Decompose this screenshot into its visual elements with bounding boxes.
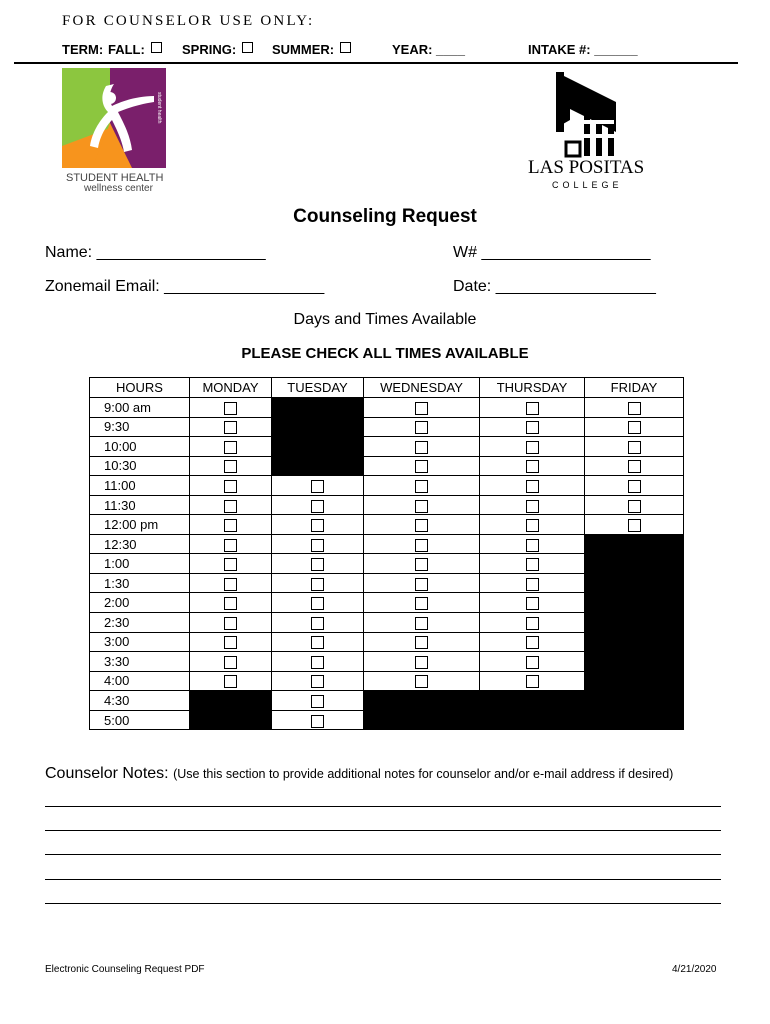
slot-cell — [364, 437, 480, 457]
hour-label: 9:00 am — [90, 398, 190, 418]
hour-label: 5:00 — [90, 710, 190, 730]
check-all-instruction: PLEASE CHECK ALL TIMES AVAILABLE — [241, 345, 529, 362]
schedule-row — [90, 613, 684, 633]
slot-cell — [480, 456, 585, 476]
slot-cell — [272, 710, 364, 730]
monday-slot-checkbox[interactable] — [224, 636, 237, 649]
wednesday-slot-checkbox[interactable] — [415, 480, 428, 493]
slot-cell — [480, 632, 585, 652]
slot-cell — [272, 593, 364, 613]
slot-cell — [190, 671, 272, 691]
friday-slot-checkbox[interactable] — [628, 402, 641, 415]
schedule-row — [90, 456, 684, 476]
monday-slot-checkbox[interactable] — [224, 539, 237, 552]
tuesday-slot-checkbox[interactable] — [311, 715, 324, 728]
schedule-row — [90, 593, 684, 613]
tuesday-slot-checkbox[interactable] — [311, 617, 324, 630]
summer-option — [272, 42, 334, 57]
monday-slot-checkbox[interactable] — [224, 597, 237, 610]
zonemail-field[interactable]: Zonemail Email: __________________ — [45, 278, 325, 295]
hour-label: 1:00 — [90, 554, 190, 574]
tuesday-slot-checkbox[interactable] — [311, 675, 324, 688]
schedule-row — [90, 417, 684, 437]
unavailable-cell — [585, 632, 684, 652]
las-positas-logo-graphic — [526, 72, 646, 194]
thursday-slot-checkbox[interactable] — [526, 597, 539, 610]
friday-slot-checkbox[interactable] — [628, 480, 641, 493]
fall-checkbox[interactable] — [151, 42, 162, 53]
slot-cell — [272, 632, 364, 652]
thursday-slot-checkbox[interactable] — [526, 500, 539, 513]
slot-cell — [480, 573, 585, 593]
notes-line[interactable] — [45, 903, 721, 904]
monday-slot-checkbox[interactable] — [224, 675, 237, 688]
schedule-row — [90, 671, 684, 691]
slot-cell — [190, 593, 272, 613]
unavailable-cell — [364, 691, 480, 711]
notes-line[interactable] — [45, 879, 721, 880]
slot-cell — [190, 515, 272, 535]
spring-option — [182, 42, 236, 57]
notes-line[interactable] — [45, 854, 721, 855]
wednesday-slot-checkbox[interactable] — [415, 675, 428, 688]
schedule-row — [90, 534, 684, 554]
w-number-field[interactable]: W# ___________________ — [453, 244, 651, 261]
slot-cell — [480, 593, 585, 613]
date-field[interactable]: Date: __________________ — [453, 278, 656, 295]
hour-label: 3:30 — [90, 652, 190, 672]
term-label: TERM: — [62, 42, 104, 57]
hour-label: 3:00 — [90, 632, 190, 652]
slot-cell — [480, 398, 585, 418]
wednesday-slot-checkbox[interactable] — [415, 617, 428, 630]
hour-label: 2:00 — [90, 593, 190, 613]
wednesday-slot-checkbox[interactable] — [415, 402, 428, 415]
unavailable-cell — [585, 534, 684, 554]
hour-label: 1:30 — [90, 573, 190, 593]
column-header: HOURS — [90, 378, 190, 398]
unavailable-cell — [190, 710, 272, 730]
hour-label: 2:30 — [90, 613, 190, 633]
header-rule — [14, 62, 738, 64]
unavailable-cell — [585, 613, 684, 633]
slot-cell — [272, 573, 364, 593]
friday-slot-checkbox[interactable] — [628, 500, 641, 513]
hour-label: 10:30 — [90, 456, 190, 476]
schedule-row — [90, 632, 684, 652]
days-times-heading: Days and Times Available — [293, 311, 477, 328]
monday-slot-checkbox[interactable] — [224, 519, 237, 532]
slot-cell — [364, 613, 480, 633]
student-health-line1: STUDENT HEALTH — [66, 172, 164, 184]
las-positas-name: LAS POSITAS — [528, 157, 645, 178]
monday-slot-checkbox[interactable] — [224, 578, 237, 591]
tuesday-slot-checkbox[interactable] — [311, 480, 324, 493]
thursday-slot-checkbox[interactable] — [526, 656, 539, 669]
wednesday-slot-checkbox[interactable] — [415, 558, 428, 571]
slot-cell — [272, 534, 364, 554]
tuesday-slot-checkbox[interactable] — [311, 500, 324, 513]
schedule-row — [90, 573, 684, 593]
las-positas-college: COLLEGE — [552, 180, 623, 190]
slot-cell — [585, 398, 684, 418]
tuesday-slot-checkbox[interactable] — [311, 558, 324, 571]
hour-label: 4:30 — [90, 691, 190, 711]
slot-cell — [480, 613, 585, 633]
thursday-slot-checkbox[interactable] — [526, 519, 539, 532]
monday-slot-checkbox[interactable] — [224, 421, 237, 434]
schedule-row — [90, 710, 684, 730]
thursday-slot-checkbox[interactable] — [526, 636, 539, 649]
slot-cell — [272, 554, 364, 574]
slot-cell — [364, 554, 480, 574]
unavailable-cell — [272, 398, 364, 418]
hour-label: 12:00 pm — [90, 515, 190, 535]
column-header: TUESDAY — [272, 378, 364, 398]
slot-cell — [190, 573, 272, 593]
monday-slot-checkbox[interactable] — [224, 441, 237, 454]
slot-cell — [272, 613, 364, 633]
counselor-use-heading: FOR COUNSELOR USE ONLY: — [62, 13, 315, 29]
slot-cell — [364, 398, 480, 418]
slot-cell — [364, 652, 480, 672]
slot-cell — [190, 632, 272, 652]
unavailable-cell — [585, 671, 684, 691]
slot-cell — [364, 515, 480, 535]
wednesday-slot-checkbox[interactable] — [415, 597, 428, 610]
term-row — [62, 42, 742, 60]
student-health-line2: wellness center — [84, 183, 153, 194]
schedule-row — [90, 398, 684, 418]
wednesday-slot-checkbox[interactable] — [415, 500, 428, 513]
unavailable-cell — [585, 593, 684, 613]
student-health-logo — [62, 68, 170, 194]
wednesday-slot-checkbox[interactable] — [415, 421, 428, 434]
schedule-row — [90, 495, 684, 515]
slot-cell — [190, 534, 272, 554]
schedule-row — [90, 554, 684, 574]
slot-cell — [480, 554, 585, 574]
slot-cell — [480, 476, 585, 496]
column-header: WEDNESDAY — [364, 378, 480, 398]
unavailable-cell — [272, 437, 364, 457]
wednesday-slot-checkbox[interactable] — [415, 441, 428, 454]
slot-cell — [480, 495, 585, 515]
schedule-row — [90, 515, 684, 535]
tuesday-slot-checkbox[interactable] — [311, 695, 324, 708]
fall-label: FALL: — [108, 42, 145, 57]
unavailable-cell — [585, 652, 684, 672]
slot-cell — [364, 632, 480, 652]
svg-text:student health: student health — [156, 92, 162, 124]
monday-slot-checkbox[interactable] — [224, 500, 237, 513]
slot-cell — [480, 652, 585, 672]
thursday-slot-checkbox[interactable] — [526, 441, 539, 454]
wednesday-slot-checkbox[interactable] — [415, 519, 428, 532]
unavailable-cell — [364, 710, 480, 730]
hour-label: 9:30 — [90, 417, 190, 437]
wednesday-slot-checkbox[interactable] — [415, 578, 428, 591]
counselor-notes-label: Counselor Notes: — [45, 765, 169, 782]
slot-cell — [272, 691, 364, 711]
intake-field[interactable]: INTAKE #: ______ — [528, 42, 638, 57]
thursday-slot-checkbox[interactable] — [526, 421, 539, 434]
monday-slot-checkbox[interactable] — [224, 558, 237, 571]
thursday-slot-checkbox[interactable] — [526, 402, 539, 415]
monday-slot-checkbox[interactable] — [224, 480, 237, 493]
slot-cell — [190, 456, 272, 476]
notes-line[interactable] — [45, 830, 721, 831]
thursday-slot-checkbox[interactable] — [526, 460, 539, 473]
slot-cell — [480, 515, 585, 535]
slot-cell — [364, 534, 480, 554]
slot-cell — [272, 671, 364, 691]
schedule-row — [90, 476, 684, 496]
wednesday-slot-checkbox[interactable] — [415, 539, 428, 552]
slot-cell — [480, 437, 585, 457]
monday-slot-checkbox[interactable] — [224, 656, 237, 669]
slot-cell — [190, 613, 272, 633]
tuesday-slot-checkbox[interactable] — [311, 597, 324, 610]
footer-date: 4/21/2020 — [672, 964, 717, 975]
slot-cell — [272, 515, 364, 535]
hour-label: 4:00 — [90, 671, 190, 691]
summer-checkbox[interactable] — [340, 42, 351, 53]
year-field[interactable]: YEAR: ____ — [392, 42, 465, 57]
slot-cell — [585, 515, 684, 535]
wednesday-slot-checkbox[interactable] — [415, 656, 428, 669]
slot-cell — [585, 495, 684, 515]
counselor-notes-hint: (Use this section to provide additional notes for counselor and/or e-mail address if desired) — [173, 767, 674, 781]
tuesday-slot-checkbox[interactable] — [311, 656, 324, 669]
availability-table — [89, 377, 684, 730]
slot-cell — [480, 671, 585, 691]
header-row — [90, 378, 684, 398]
monday-slot-checkbox[interactable] — [224, 460, 237, 473]
spring-label: SPRING: — [182, 42, 237, 57]
slot-cell — [272, 652, 364, 672]
friday-slot-checkbox[interactable] — [628, 441, 641, 454]
unavailable-cell — [585, 710, 684, 730]
tuesday-slot-checkbox[interactable] — [311, 519, 324, 532]
schedule-row — [90, 437, 684, 457]
slot-cell — [364, 417, 480, 437]
form-title: Counseling Request — [293, 206, 477, 227]
slot-cell — [364, 456, 480, 476]
schedule-row — [90, 691, 684, 711]
column-header: THURSDAY — [480, 378, 585, 398]
thursday-slot-checkbox[interactable] — [526, 578, 539, 591]
column-header: MONDAY — [190, 378, 272, 398]
slot-cell — [190, 437, 272, 457]
student-health-logo-graphic — [62, 68, 170, 194]
fall-option — [108, 42, 145, 57]
monday-slot-checkbox[interactable] — [224, 402, 237, 415]
slot-cell — [364, 476, 480, 496]
las-positas-logo — [526, 72, 646, 194]
slot-cell — [272, 495, 364, 515]
slot-cell — [364, 495, 480, 515]
unavailable-cell — [480, 691, 585, 711]
friday-slot-checkbox[interactable] — [628, 519, 641, 532]
hour-label: 11:00 — [90, 476, 190, 496]
slot-cell — [364, 573, 480, 593]
monday-slot-checkbox[interactable] — [224, 617, 237, 630]
slot-cell — [480, 534, 585, 554]
slot-cell — [364, 593, 480, 613]
notes-label-row — [45, 765, 673, 783]
tuesday-slot-checkbox[interactable] — [311, 539, 324, 552]
friday-slot-checkbox[interactable] — [628, 460, 641, 473]
slot-cell — [190, 417, 272, 437]
slot-cell — [585, 437, 684, 457]
unavailable-cell — [480, 710, 585, 730]
slot-cell — [190, 554, 272, 574]
name-field[interactable]: Name: ___________________ — [45, 244, 266, 261]
schedule-row — [90, 652, 684, 672]
wednesday-slot-checkbox[interactable] — [415, 636, 428, 649]
slot-cell — [585, 476, 684, 496]
slot-cell — [190, 398, 272, 418]
slot-cell — [272, 476, 364, 496]
thursday-slot-checkbox[interactable] — [526, 480, 539, 493]
hour-label: 11:30 — [90, 495, 190, 515]
unavailable-cell — [585, 573, 684, 593]
thursday-slot-checkbox[interactable] — [526, 539, 539, 552]
unavailable-cell — [272, 456, 364, 476]
spring-checkbox[interactable] — [242, 42, 253, 53]
tuesday-slot-checkbox[interactable] — [311, 578, 324, 591]
thursday-slot-checkbox[interactable] — [526, 675, 539, 688]
wednesday-slot-checkbox[interactable] — [415, 460, 428, 473]
thursday-slot-checkbox[interactable] — [526, 617, 539, 630]
column-header: FRIDAY — [585, 378, 684, 398]
slot-cell — [190, 652, 272, 672]
hour-label: 10:00 — [90, 437, 190, 457]
unavailable-cell — [585, 691, 684, 711]
slot-cell — [190, 476, 272, 496]
slot-cell — [585, 417, 684, 437]
unavailable-cell — [190, 691, 272, 711]
friday-slot-checkbox[interactable] — [628, 421, 641, 434]
footer-doc-name: Electronic Counseling Request PDF — [45, 964, 205, 975]
slot-cell — [190, 495, 272, 515]
slot-cell — [585, 456, 684, 476]
slot-cell — [480, 417, 585, 437]
slot-cell — [364, 671, 480, 691]
summer-label: SUMMER: — [272, 42, 335, 57]
unavailable-cell — [272, 417, 364, 437]
tuesday-slot-checkbox[interactable] — [311, 636, 324, 649]
notes-line[interactable] — [45, 806, 721, 807]
unavailable-cell — [585, 554, 684, 574]
thursday-slot-checkbox[interactable] — [526, 558, 539, 571]
hour-label: 12:30 — [90, 534, 190, 554]
